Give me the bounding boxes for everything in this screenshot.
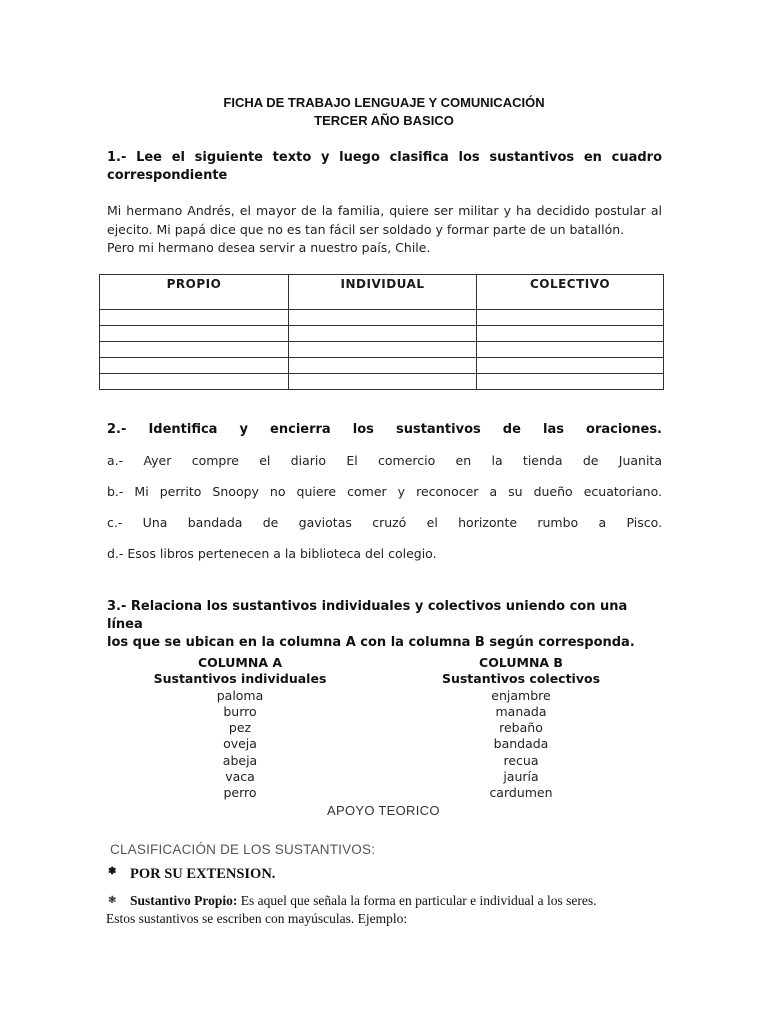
question-1 [107, 149, 662, 185]
question-2: 2.- Identifica y encierra los sustantivos de las oraciones. [107, 422, 662, 437]
list-item: bandada [493, 736, 549, 752]
extension-item [108, 866, 275, 883]
propio-text: Es aquel que señala la forma en particular e individual a los seres. [237, 893, 597, 908]
table-header-colectivo: COLECTIVO [477, 275, 664, 310]
flower-bullet-icon: ❃ [108, 866, 117, 877]
reading-text-line: ejecito. Mi papá dice que no es tan fácil ser soldado y formar parte de un batallón. [107, 221, 625, 237]
list-item: cardumen [489, 785, 553, 801]
table-header-propio: PROPIO [100, 275, 289, 310]
column-a-subtitle: Sustantivos individuales [153, 671, 327, 687]
sentence-b: b.- Mi perrito Snoopy no quiere comer y reconocer a su dueño ecuatoriano. [107, 484, 662, 499]
list-item: abeja [222, 752, 258, 768]
table-cell[interactable] [289, 358, 477, 374]
classification-heading: CLASIFICACIÓN DE LOS SUSTANTIVOS: [110, 842, 376, 857]
table-row [100, 374, 664, 390]
table-cell[interactable] [477, 310, 664, 326]
column-b [421, 655, 621, 802]
sentence-d: d.- Esos libros pertenecen a la biblioteca del colegio. [107, 546, 437, 561]
question-3 [107, 598, 667, 652]
table-cell[interactable] [289, 342, 477, 358]
column-b-subtitle: Sustantivos colectivos [441, 671, 601, 687]
table-cell[interactable] [477, 326, 664, 342]
table-cell[interactable] [477, 374, 664, 390]
table-row [100, 310, 664, 326]
question-3-line2: los que se ubican en la columna A con la columna B según corresponda. [107, 635, 635, 650]
reading-text-line: Pero mi hermano desea servir a nuestro país, Chile. [107, 240, 431, 255]
list-item: vaca [225, 769, 255, 785]
table-cell[interactable] [289, 326, 477, 342]
table-cell[interactable] [100, 358, 289, 374]
column-a-title: COLUMNA A [197, 655, 283, 670]
propio-text-line2: Estos sustantivos se escriben con mayúsculas. Ejemplo: [106, 911, 408, 926]
table-row [100, 358, 664, 374]
question-1-line2: correspondiente [107, 168, 228, 183]
list-item: jauría [503, 769, 539, 785]
table-cell[interactable] [100, 326, 289, 342]
list-item: paloma [216, 687, 264, 703]
table-header-individual: INDIVIDUAL [289, 275, 477, 310]
list-item: rebaño [499, 720, 543, 736]
table-cell[interactable] [289, 374, 477, 390]
table-cell[interactable] [289, 310, 477, 326]
list-item: enjambre [491, 687, 551, 703]
list-item: pez [228, 720, 252, 736]
column-b-title: COLUMNA B [479, 655, 563, 670]
question-1-line1: 1.- Lee el siguiente texto y luego clasifica los sustantivos en cuadro [107, 150, 662, 165]
flower-bullet-icon: ❃ [108, 895, 117, 906]
reading-text [107, 202, 662, 258]
page-title: FICHA DE TRABAJO LENGUAJE Y COMUNICACIÓN [223, 95, 545, 110]
question-3-line1: 3.- Relaciona los sustantivos individuales y colectivos uniendo con una línea [107, 599, 628, 632]
list-item: recua [503, 752, 539, 768]
sentence-a: a.- Ayer compre el diario El comercio en la tienda de Juanita [107, 453, 662, 468]
page-subtitle: TERCER AÑO BASICO [314, 113, 454, 128]
table-cell[interactable] [477, 358, 664, 374]
classification-table [99, 274, 664, 390]
list-item: manada [495, 703, 547, 719]
table-cell[interactable] [100, 310, 289, 326]
list-item: burro [223, 703, 257, 719]
list-item: oveja [223, 736, 257, 752]
table-cell[interactable] [100, 374, 289, 390]
table-row [100, 326, 664, 342]
column-a [140, 655, 340, 802]
list-item: perro [223, 785, 257, 801]
table-cell[interactable] [100, 342, 289, 358]
table-cell[interactable] [477, 342, 664, 358]
propio-definition [108, 892, 668, 928]
theory-heading: APOYO TEORICO [327, 803, 440, 818]
propio-label: Sustantivo Propio: [130, 893, 238, 908]
sentence-c: c.- Una bandada de gaviotas cruzó el horizonte rumbo a Pisco. [107, 515, 662, 530]
reading-text-line: Mi hermano Andrés, el mayor de la familia, quiere ser militar y ha decidido postular al [107, 203, 662, 218]
extension-label: POR SU EXTENSION. [130, 866, 276, 882]
table-header-row [100, 275, 664, 310]
table-row [100, 342, 664, 358]
